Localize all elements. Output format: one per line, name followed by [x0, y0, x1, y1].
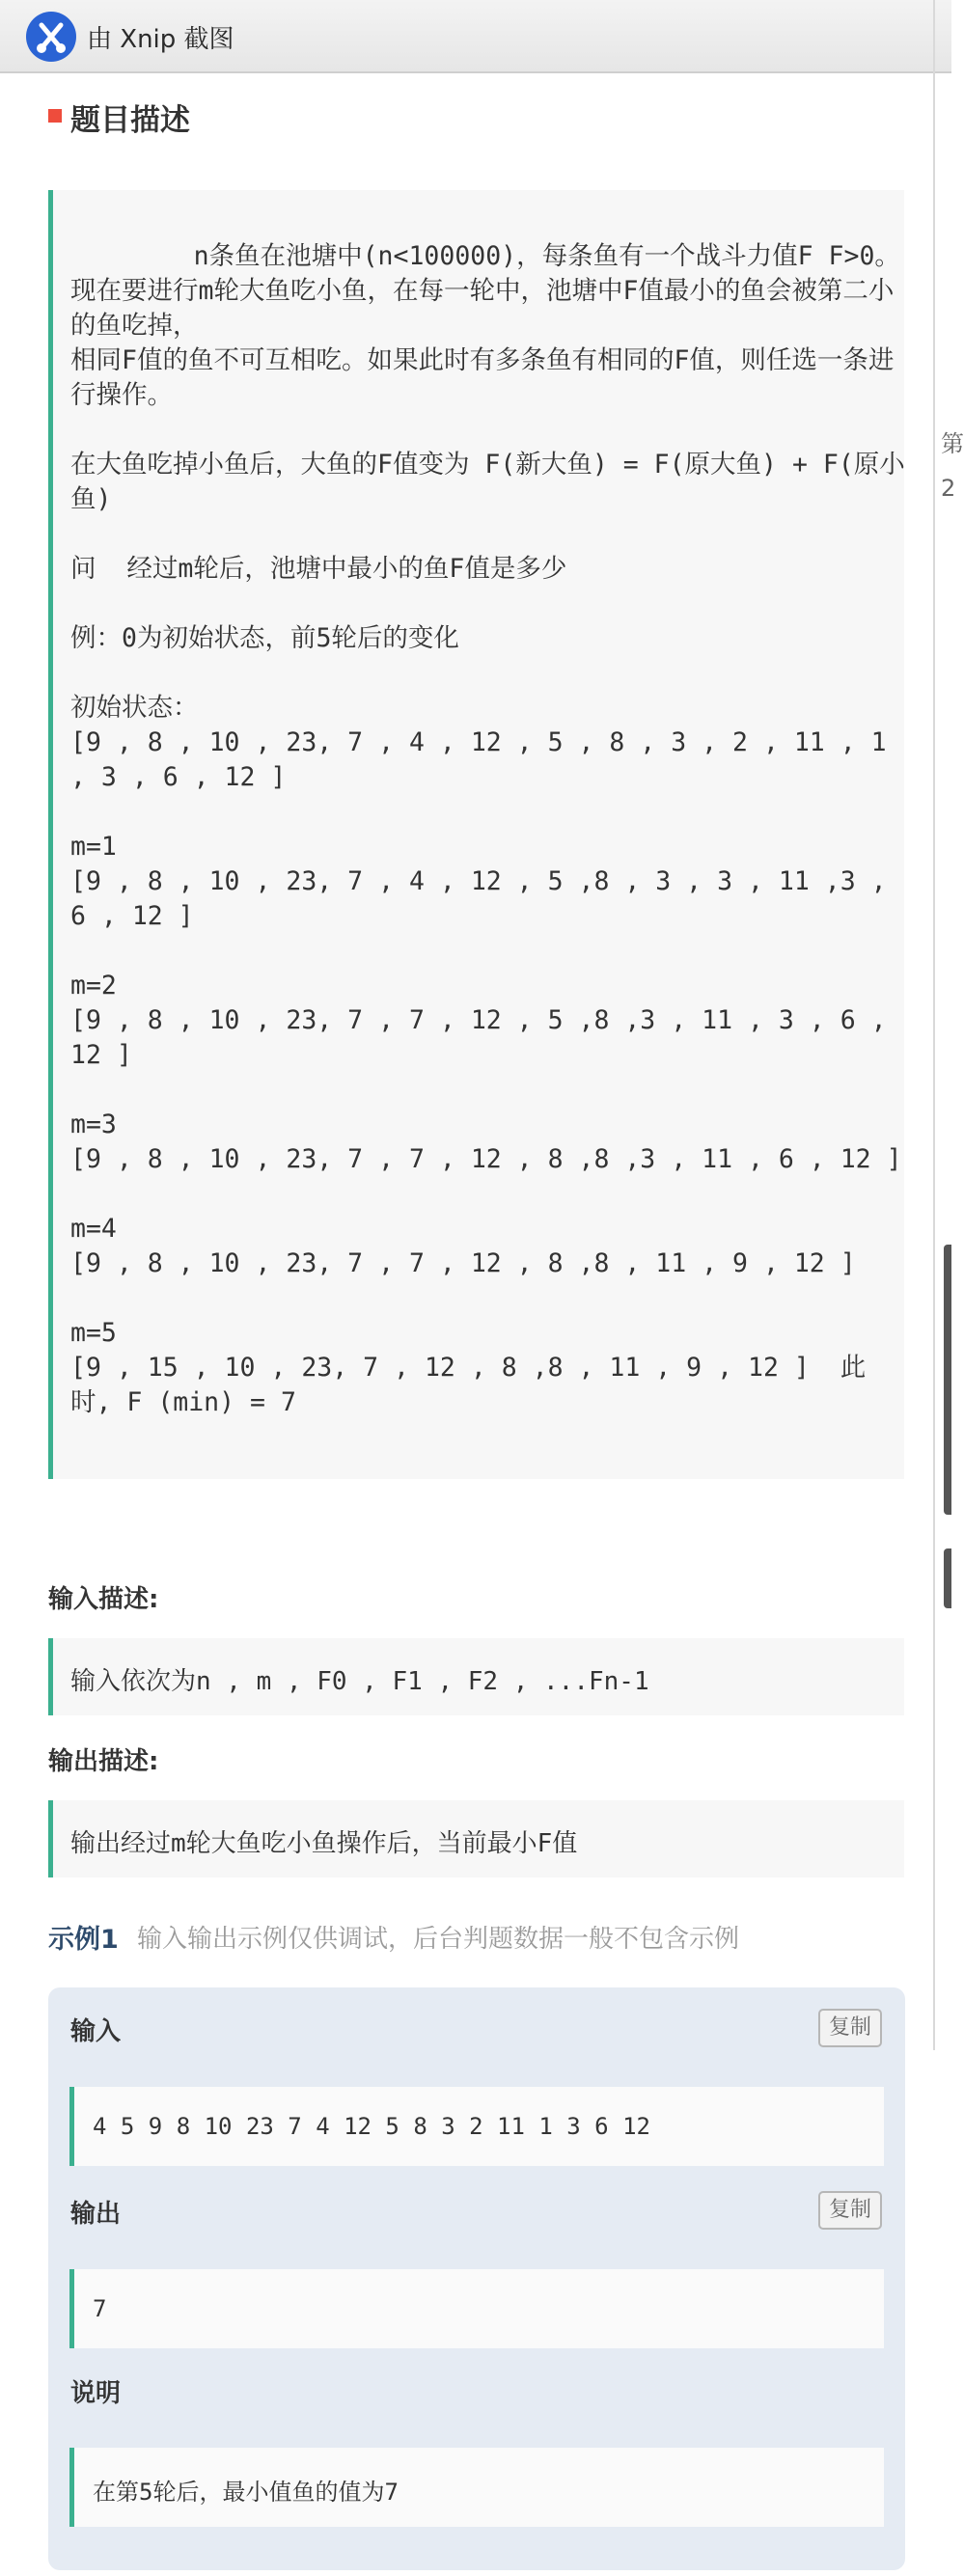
- description-text: n条鱼在池塘中(n<100000)，每条鱼有一个战斗力值F F>0。 现在要进行m轮大鱼吃小鱼，在每一轮中，池塘中F值最小的鱼会被第二小的鱼吃掉， 相同F值的鱼不可互相吃。如果此时有多条鱼有相同的F值，则任选一条进行操作。 在大鱼吃掉小鱼后，大鱼的F值变为 F(新大鱼) = F(原大鱼) + F(原小鱼) 问 经过m轮后，池塘中最小的鱼F值是多少 例：0为初始状态，前5轮后的变化 初始状态： [9 , 8 , 10 , 23, 7 , 4 , 12 , 5 , 8 , 3 , 2 , 11 , 1 , 3 , 6 , 12 ] m=1 [9 , 8 , 10 , 23, 7 , 4 , 12 , 5 ,8 , 3 , 3 , 11 ,3 , 6 , 12 ] m=2 [9 , 8 , 10 , 23, 7 , 7 , 12 , 5 ,8 ,3 , 11 , 3 , 6 , 12 ] m=3 [9 , 8 , 10 , 23, 7 , 7 , 12 , 8 ,8 ,3 , 11 , 6 , 12 ] m=4 [9 , 8 , 10 , 23, 7 , 7 , 12 , 8 ,8 , 11 , 9 , 12 ] m=5 [9 , 15 , 10 , 23, 7 , 12 , 8 ,8 , 11 , 9 , 12 ] 此时, F (min) = 7: [70, 241, 905, 1417]
- scrollbar-divider: [933, 0, 935, 2050]
- example-explain-value: 在第5轮后，最小值鱼的值为7: [93, 2479, 399, 2506]
- example-output-label: 输出: [70, 2200, 122, 2229]
- section-marker: [48, 109, 62, 123]
- side-text-fragment: 第: [941, 430, 964, 457]
- copy-output-button[interactable]: 复制: [818, 2191, 882, 2230]
- scrollbar-thumb-secondary[interactable]: [944, 1548, 951, 1608]
- example-explain-label: 说明: [70, 2379, 122, 2408]
- xnip-title-bar: [0, 0, 951, 73]
- side-text-fragment-2: 2: [941, 475, 956, 502]
- example-input-label: 输入: [70, 2017, 122, 2046]
- example-input-value: 4 5 9 8 10 23 7 4 12 5 8 3 2 11 1 3 6 12: [93, 2113, 650, 2140]
- output-desc-text: 输出经过m轮大鱼吃小鱼操作后，当前最小F值: [70, 1829, 578, 1858]
- example-output-value: 7: [93, 2295, 107, 2322]
- example-note: 输入输出示例仅供调试，后台判题数据一般不包含示例: [137, 1925, 740, 1954]
- window-title: 由 Xnip 截图: [87, 25, 234, 54]
- example-title: 示例1: [48, 1925, 119, 1955]
- input-desc-heading: 输入描述:: [48, 1585, 159, 1614]
- scrollbar-thumb[interactable]: [944, 1245, 951, 1515]
- copy-input-button[interactable]: 复制: [818, 2009, 882, 2047]
- input-desc-text: 输入依次为n , m , F0 , F1 , F2 , ...Fn-1: [70, 1667, 649, 1696]
- example-output-box: [69, 2269, 884, 2348]
- section-title: 题目描述: [70, 103, 190, 138]
- output-desc-heading: 输出描述:: [48, 1747, 159, 1776]
- xnip-scissors-logo-icon: [26, 12, 76, 62]
